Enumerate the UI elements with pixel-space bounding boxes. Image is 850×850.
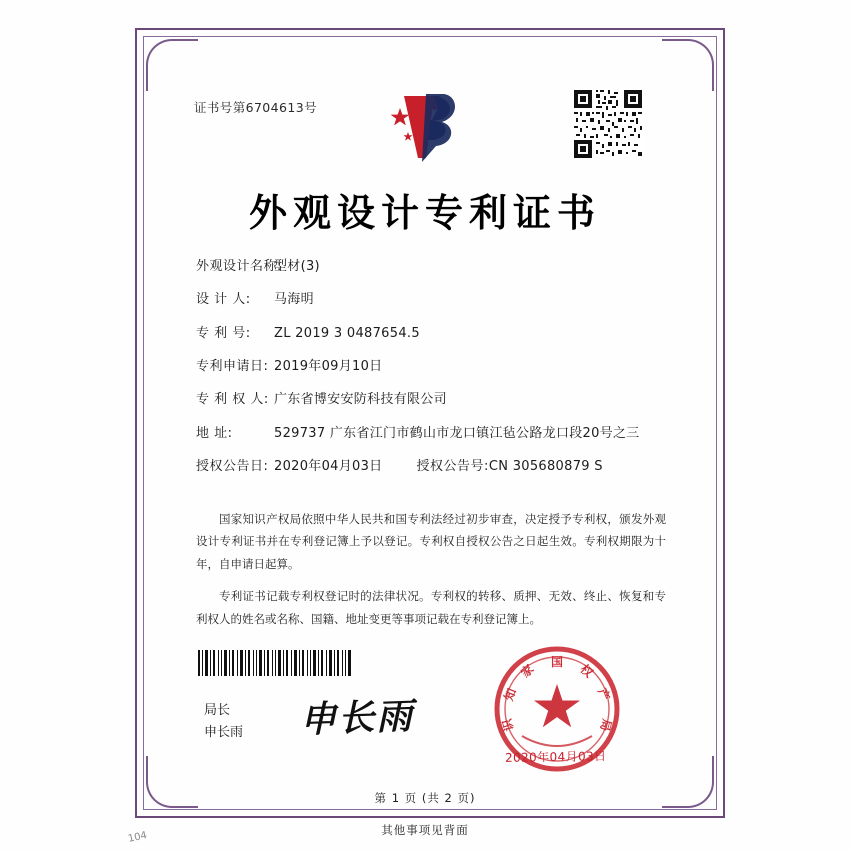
footer-note: 其他事项见背面: [381, 823, 469, 837]
paragraph: 国家知识产权局依照中华人民共和国专利法经过初步审查，决定授予专利权，颁发外观设计专利证书并在专利登记簿上予以登记。专利权自授权公告之日起生效。专利权期限为十年，自申请日起算。: [196, 512, 666, 571]
svg-text:知: 知: [501, 686, 520, 703]
svg-text:识: 识: [499, 717, 517, 733]
field-label: 授权公告号:: [416, 459, 489, 475]
field-row: [196, 291, 676, 310]
svg-text:权: 权: [577, 661, 596, 681]
field-row: [196, 258, 676, 277]
field-value: 529737 广东省江门市鹤山市龙口镇江毡公路龙口段20号之三: [274, 425, 640, 441]
field-label: 地 址:: [196, 425, 233, 441]
field-label: 专 利 权 人:: [196, 392, 269, 408]
signature-labels: [204, 700, 243, 744]
corner-flourish-top-right: [662, 39, 714, 91]
field-value: 广东省博安安防科技有限公司: [274, 392, 447, 408]
svg-text:产: 产: [594, 686, 613, 703]
field-label: 专 利 号:: [196, 325, 251, 341]
director-name-label: 申长雨: [204, 725, 244, 741]
field-value: 2019年09月10日: [274, 359, 383, 375]
qr-code-icon: [572, 88, 644, 160]
field-row: [196, 325, 676, 344]
field-row: [196, 391, 676, 410]
field-value: CN 305680879 S: [488, 459, 603, 475]
field-value: 型材(3): [274, 259, 320, 274]
legal-text: [196, 508, 666, 640]
field-row: [196, 358, 676, 377]
svg-text:局: 局: [597, 717, 615, 733]
field-label: 授权公告日:: [196, 459, 269, 475]
corner-flourish-top-left: [146, 39, 198, 91]
field-value: 马海明: [274, 292, 314, 308]
field-label: 外观设计名称:: [196, 259, 282, 274]
field-value: 2020年04月03日: [274, 459, 383, 475]
handwritten-signature: 申长雨: [299, 695, 415, 741]
field-label: 设 计 人:: [196, 292, 251, 308]
page-number: 第 1 页 (共 2 页): [374, 791, 476, 805]
field-row: [196, 425, 676, 444]
svg-text:家: 家: [518, 661, 537, 681]
field-row-publication: [196, 458, 676, 477]
field-list: [196, 258, 676, 491]
document-title: 外观设计专利证书: [248, 190, 601, 235]
certificate-number: 证书号第6704613号: [194, 100, 317, 115]
cnipa-emblem-icon: [382, 88, 472, 166]
field-value: ZL 2019 3 0487654.5: [274, 325, 420, 341]
barcode-icon: [196, 650, 354, 676]
field-label: 专利申请日:: [196, 359, 269, 375]
svg-text:国: 国: [550, 655, 564, 669]
director-title-label: 局长: [204, 703, 231, 718]
seal-date: 2020年04月03日: [504, 749, 607, 765]
scan-mark: 104: [127, 830, 149, 845]
paragraph: 专利证书记载专利权登记时的法律状况。专利权的转移、质押、无效、终止、恢复和专利权人的姓名或名称、国籍、地址变更等事项记载在专利登记簿上。: [196, 589, 666, 626]
